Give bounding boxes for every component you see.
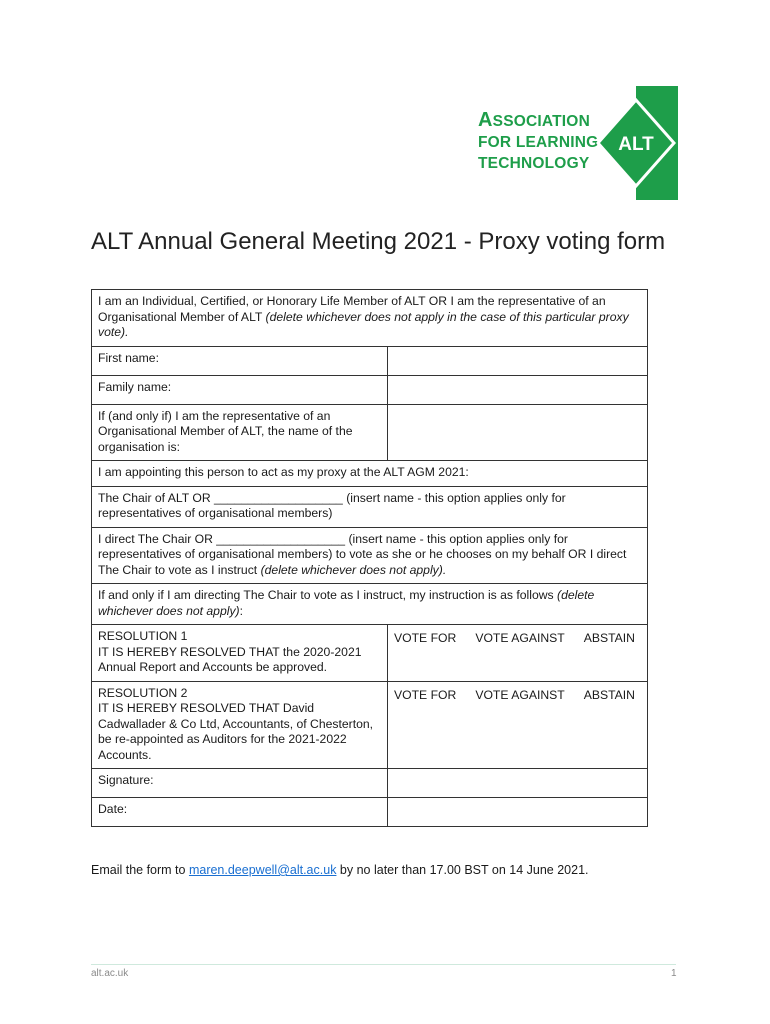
instruction-colon: : xyxy=(239,603,243,618)
appointing-row xyxy=(92,460,647,486)
email-suffix: by no later than 17.00 BST on 14 June 2021. xyxy=(336,863,589,877)
organisation-field[interactable] xyxy=(388,405,647,461)
resolution-2-votes xyxy=(388,682,647,769)
resolution-2-row xyxy=(92,681,647,769)
resolution-1-text: IT IS HEREBY RESOLVED THAT the 2020-2021 Annual Report and Accounts be approved. xyxy=(98,644,362,674)
logo-line2: FOR LEARNING xyxy=(478,134,599,151)
resolution-2-text-cell xyxy=(92,682,388,769)
membership-instruction: (delete whichever does not apply in the case of this particular proxy vote). xyxy=(98,309,629,339)
signature-row xyxy=(92,768,647,797)
logo-wordmark xyxy=(478,110,608,174)
resolution-1-heading: RESOLUTION 1 xyxy=(98,629,188,643)
date-label: Date: xyxy=(92,798,388,826)
footer-page-number: 1 xyxy=(671,968,677,979)
footer-divider xyxy=(91,964,676,965)
membership-statement-row xyxy=(92,290,647,346)
email-prefix: Email the form to xyxy=(91,863,189,877)
resolution-1-vote-against[interactable]: VOTE AGAINST xyxy=(475,631,565,645)
date-field[interactable] xyxy=(388,798,647,826)
resolution-2-vote-for[interactable]: VOTE FOR xyxy=(394,687,457,702)
appointing-text: I am appointing this person to act as my proxy at the ALT AGM 2021: xyxy=(98,465,469,479)
resolution-2-abstain[interactable]: ABSTAIN xyxy=(583,687,635,702)
logo-line1-rest: SSOCIATION xyxy=(492,113,590,130)
date-row xyxy=(92,797,647,826)
email-instruction xyxy=(91,863,589,877)
chair-option-row[interactable] xyxy=(92,486,647,527)
footer-site: alt.ac.uk xyxy=(91,968,129,979)
resolution-1-text-cell xyxy=(92,625,388,681)
resolution-1-vote-for[interactable]: VOTE FOR xyxy=(394,631,457,645)
resolution-1-votes xyxy=(388,625,647,681)
instruction-row xyxy=(92,583,647,624)
first-name-row xyxy=(92,346,647,375)
first-name-field[interactable] xyxy=(388,347,647,375)
signature-label: Signature: xyxy=(92,769,388,797)
logo-badge-text: ALT xyxy=(618,134,654,155)
instruction-text: If and only if I am directing The Chair to vote as I instruct, my instruction is as follows xyxy=(98,588,558,602)
family-name-row xyxy=(92,375,647,404)
email-link[interactable]: maren.deepwell@alt.ac.uk xyxy=(188,863,337,877)
family-name-label: Family name: xyxy=(92,376,388,404)
signature-field[interactable] xyxy=(388,769,647,797)
proxy-form-table xyxy=(91,289,648,827)
direct-option-row[interactable] xyxy=(92,527,647,584)
alt-logo xyxy=(478,86,678,200)
organisation-row xyxy=(92,404,647,461)
family-name-field[interactable] xyxy=(388,376,647,404)
logo-badge-icon xyxy=(596,86,678,200)
first-name-label: First name: xyxy=(92,347,388,375)
membership-statement: I am an Individual, Certified, or Honorary Life Member of ALT OR I am the representative of an Organisational Member of ALT xyxy=(98,294,606,324)
organisation-label: If (and only if) I am the representative of an Organisational Member of ALT, the name of the organisation is: xyxy=(92,405,388,461)
resolution-1-row xyxy=(92,624,647,681)
direct-option-instruction: (delete whichever does not apply). xyxy=(260,562,447,577)
resolution-2-text: IT IS HEREBY RESOLVED THAT David Cadwallader & Co Ltd, Accountants, of Chesterton, be re-appointed as Auditors for the 2021-2022 Accounts. xyxy=(98,701,374,762)
page-title: ALT Annual General Meeting 2021 - Proxy voting form xyxy=(91,228,666,255)
instruction-note: (delete whichever does not apply) xyxy=(98,588,595,618)
resolution-2-vote-against[interactable]: VOTE AGAINST xyxy=(475,687,565,702)
direct-option-text: I direct The Chair OR ___________________ (insert name - this option applies only for representatives of organisational members) to vote as she or he chooses on my behalf OR I direct The Chair to vote as I instruct xyxy=(98,531,627,577)
logo-line1-initial: A xyxy=(478,109,493,131)
logo-line3: TECHNOLOGY xyxy=(478,155,590,172)
resolution-2-heading: RESOLUTION 2 xyxy=(98,685,188,700)
resolution-1-abstain[interactable]: ABSTAIN xyxy=(583,631,635,645)
chair-option-text: The Chair of ALT OR ___________________ (insert name - this option applies only for representatives of organisational members) xyxy=(98,490,566,520)
